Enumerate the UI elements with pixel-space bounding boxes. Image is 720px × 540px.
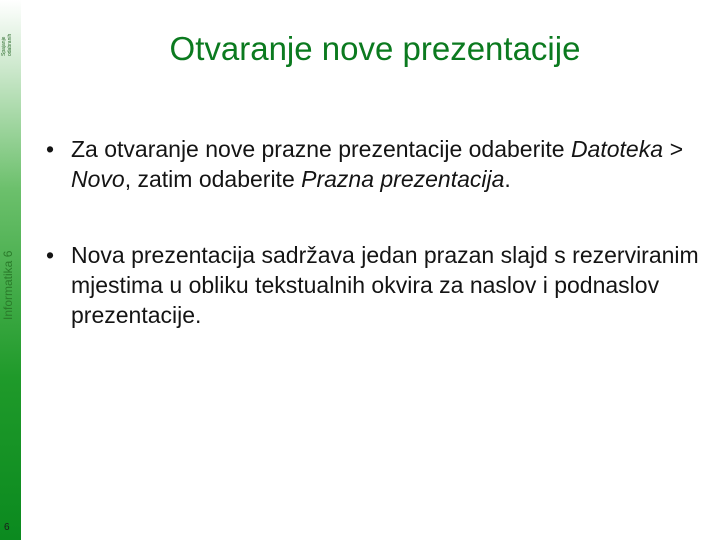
bullet-item-1 <box>46 134 706 194</box>
bullet-1-text: Za otvaranje nove prazne prezentacije odaberite <box>71 136 571 162</box>
sidebar-top-note-line2: odabranih <box>6 33 13 56</box>
bullet-1-menu-path: Datoteka > Novo <box>71 136 683 192</box>
bullet-dot-icon: • <box>46 242 55 268</box>
bullet-dot-icon: • <box>46 136 55 162</box>
sidebar-top-note <box>2 34 13 56</box>
bullet-list <box>46 134 706 330</box>
sidebar-course-label: Informatika 6 <box>1 250 15 320</box>
bullet-2-text: Nova prezentacija sadržava jedan prazan slajd s rezerviranim mjestima u obliku tekstualnih okvira za naslov i podnaslov prezentacije. <box>71 242 699 328</box>
bullet-item-2 <box>46 240 706 330</box>
slide-number: 6 <box>4 522 10 533</box>
sidebar-top-note-line1: Spajanje <box>1 36 7 56</box>
slide-title: Otvaranje nove prezentacije <box>169 30 581 67</box>
bullet-1-option: Prazna prezentacija <box>301 166 505 192</box>
bullet-1-text-3: . <box>504 166 511 192</box>
bullet-1-text-2: , zatim odaberite <box>124 166 302 192</box>
